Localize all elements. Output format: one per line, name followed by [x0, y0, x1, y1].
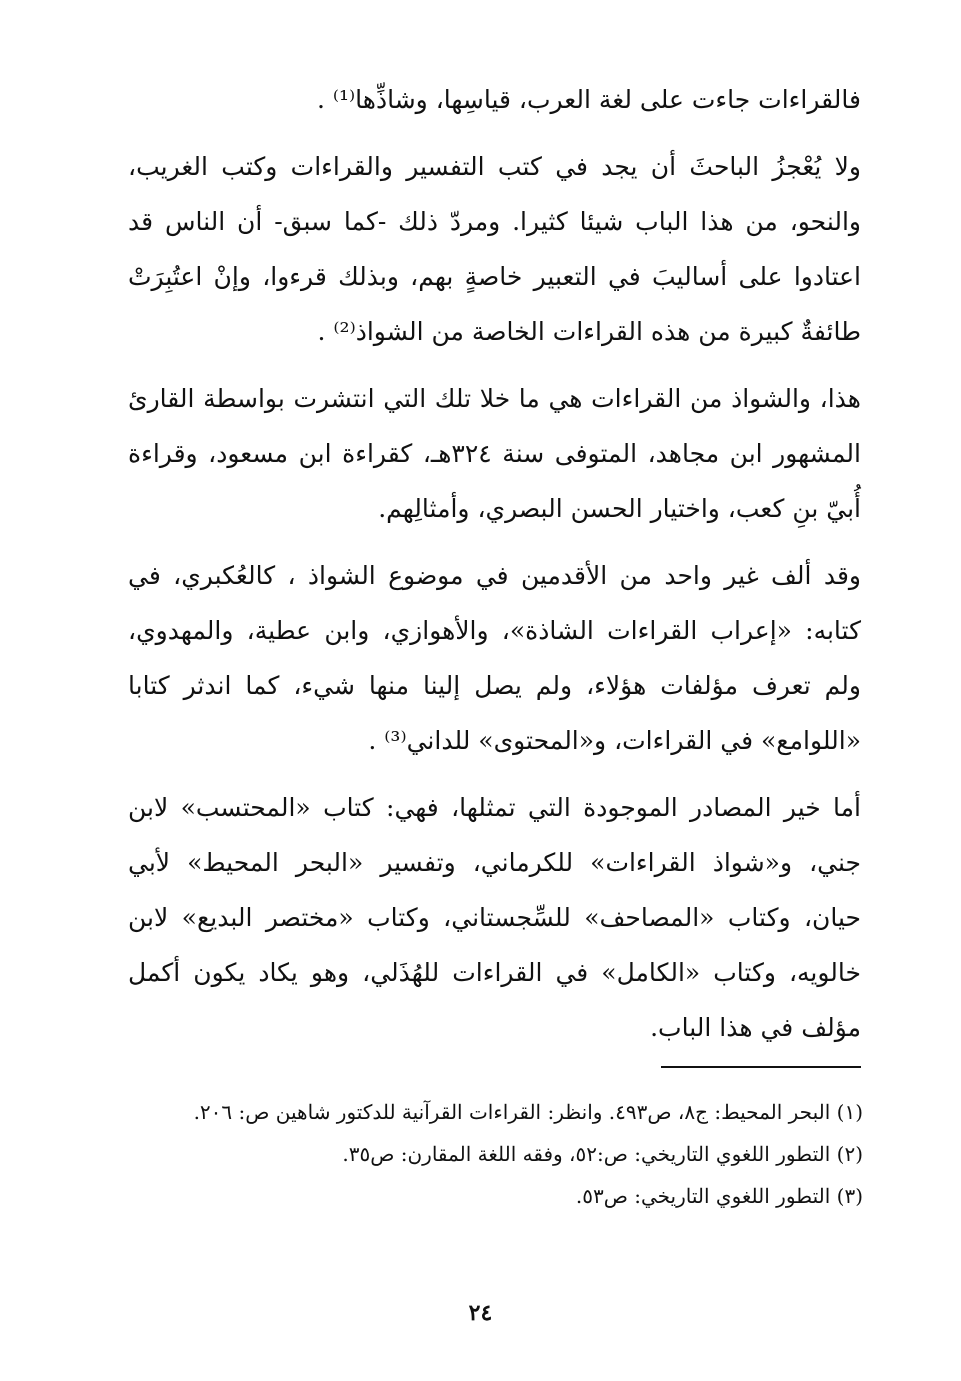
- footnote-3: (٣) التطور اللغوي التاريخي: ص٥٣.: [575, 1184, 863, 1208]
- footnote-divider: [661, 1066, 861, 1068]
- footnote-2: (٢) التطور اللغوي التاريخي: ص:٥٢، وفقه اللغة المقارن: ص٣٥.: [342, 1142, 863, 1166]
- paragraph-3: [128, 371, 861, 536]
- footnote-1: (١) البحر المحيط: ج٨، ص٤٩٣. وانظر: القراءات القرآنية للدكتور شاهين ص: ٢٠٦.: [193, 1100, 863, 1124]
- paragraph-text: أما خير المصادر الموجودة التي تمثلها، فهي: كتاب «المحتسب» لابن جني، و«شواذ القراءات» للكرماني، وتفسير «البحر المحيط» لأبي حيان، وكتاب «المصاحف» للسِّجستاني، وكتاب «مختصر البديع» لابن خالويه، وكتاب «الكامل» في القراءات للهُذَلي، وهو يكاد يكون أكمل مؤلف في هذا الباب.: [128, 793, 861, 1042]
- paragraph-5: [128, 780, 861, 1055]
- paragraph-text: وقد ألف غير واحد من الأقدمين في موضوع الشواذ ، كالعُكبري، في كتابه: «إعراب القراءات الشاذة»، والأهوازي، وابن عطية، والمهدوي، ولم تعرف مؤلفات هؤلاء، ولم يصل إلينا منها شيء، كما اندثر كتابا «اللوامع» في القراءات، و«المحتوى» للداني⁽³⁾ .: [128, 561, 862, 755]
- page-number: ٢٤: [468, 1300, 493, 1326]
- paragraph-text: ولا يُعْجزُ الباحثَ أن يجد في كتب التفسير والقراءات وكتب الغريب، والنحو، من هذا الباب شيئا كثيرا. ومردّ ذلك -كما سبق- أن الناس قد اعتادوا على أساليبَ في التعبير خاصةٍ بهم، وبذلك قرءوا، وإنْ اعتُبِرَتْ طائفةٌ كبيرة من هذه القراءات الخاصة من الشواذ⁽²⁾ .: [128, 152, 861, 346]
- paragraph-text: هذا، والشواذ من القراءات هي ما خلا تلك التي انتشرت بواسطة القارئ المشهور ابن مجاهد، المتوفى سنة ٣٢٤هـ، كقراءة ابن مسعود، وقراءة أُبيّ بنِ كعب، واختيار الحسن البصري، وأمثالِهم.: [128, 384, 861, 523]
- footnotes-section: [128, 1092, 863, 1218]
- paragraph-2: [128, 139, 861, 359]
- paragraph-text: فالقراءات جاءت على لغة العرب، قياسِها، وشاذِّها⁽¹⁾ .: [316, 85, 861, 114]
- main-text-body: [128, 72, 861, 1067]
- paragraph-4: [128, 548, 861, 768]
- paragraph-1: [128, 72, 861, 127]
